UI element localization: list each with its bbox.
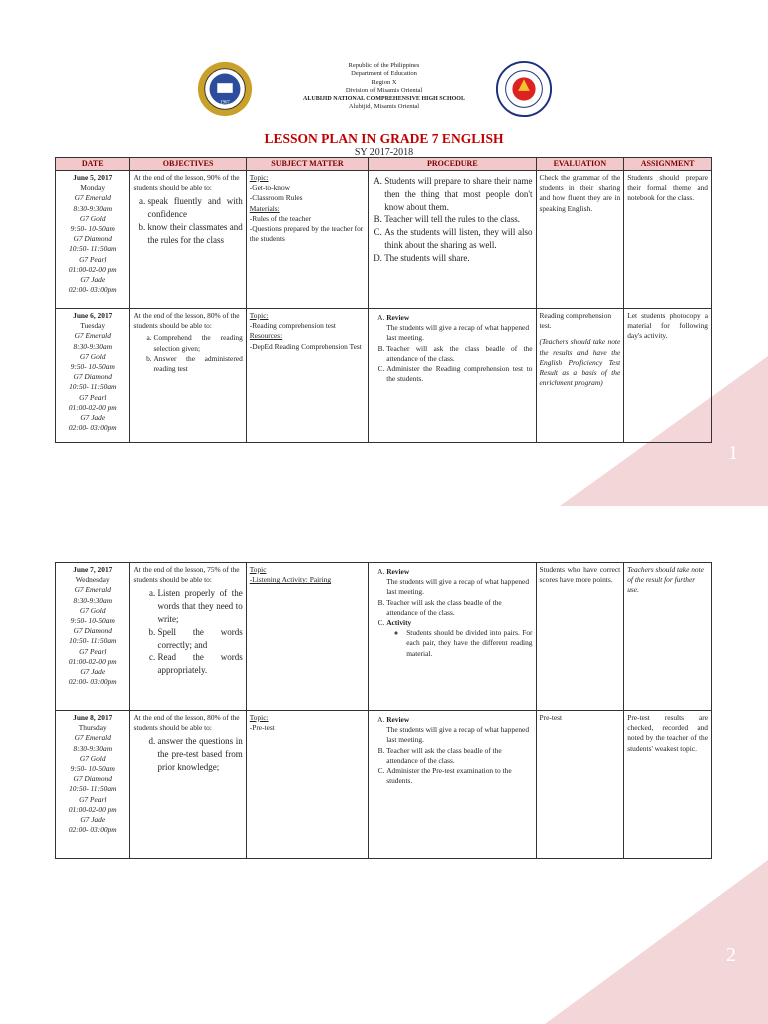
table-header-row [56, 158, 712, 171]
section-name: G7 Gold [79, 213, 106, 223]
section-time: 10:50- 11:50am [69, 784, 117, 794]
header-line: Republic of the Philippines [348, 62, 420, 69]
procedure-step: B. Teacher will ask the class beadle of the attendance of the class. [386, 344, 532, 364]
objective-intro: At the end of the lesson, 80% of the students should be able to: [133, 713, 240, 733]
procedure-cell [369, 711, 536, 859]
lesson-day: Tuesday [80, 321, 106, 331]
section-name: G7 Emerald [74, 585, 111, 595]
procedure-step: A. Review The students will give a recap of what happened last meeting. [386, 567, 532, 598]
section-name: G7 Diamond [73, 234, 112, 244]
procedure-cell [369, 563, 536, 711]
procedure-step: C. As the students will listen, they will also think about the sharing as well. [384, 226, 532, 252]
section-time: 01:00-02-00 pm [68, 656, 117, 666]
section-time: 01:00-02-00 pm [68, 264, 117, 274]
section-time: 8:30-9:30am [73, 203, 113, 213]
assignment-cell: Students should prepare their formal theme and notebook for the class. [624, 171, 712, 309]
section-name: G7 Pearl [79, 254, 107, 264]
column-header: SUBJECT MATTER [246, 158, 368, 171]
section-name: G7 Emerald [74, 331, 111, 341]
column-header: PROCEDURE [369, 158, 536, 171]
section-time: 01:00-02-00 pm [68, 804, 117, 814]
section-name: G7 Jade [80, 815, 106, 825]
section-time: 8:30-9:30am [73, 595, 113, 605]
objective-item: a. speak fluently and with confidence [147, 195, 242, 221]
procedure-step: C. Activity ◦ Students should be divided into pairs. For each pair, they have the different reading material. [386, 618, 532, 659]
procedure-step: D. The students will share. [384, 252, 532, 265]
table-row [56, 171, 712, 309]
assignment-cell: Let students photocopy a material for following day's activity. [624, 309, 712, 443]
subject-matter-cell [246, 563, 368, 711]
section-name: G7 Jade [80, 667, 106, 677]
objective-item: c. Read the words appropriately. [157, 651, 242, 677]
section-name: G7 Pearl [79, 794, 107, 804]
assignment-cell: Pre-test results are checked, recorded and noted by the teacher of the students' weakest topic. [624, 711, 712, 859]
section-time: 10:50- 11:50am [69, 382, 117, 392]
subject-matter-cell [246, 309, 368, 443]
section-name: G7 Gold [79, 351, 106, 361]
evaluation-cell: Check the grammar of the students in their sharing and how fluent they are in speaking English. [536, 171, 624, 309]
procedure-step: B. Teacher will ask the class beadle of the attendance of the class. [386, 746, 532, 766]
lesson-date: June 7, 2017 [73, 565, 113, 574]
lesson-day: Thursday [78, 723, 107, 733]
school-year: SY 2017-2018 [354, 147, 414, 158]
header-line: Division of Misamis Oriental [345, 86, 423, 94]
objectives-cell [130, 171, 246, 309]
table-row [56, 711, 712, 859]
section-name: G7 Diamond [73, 372, 112, 382]
procedure-step: A. Students will prepare to share their name then the thing that most people don't know about them. [384, 175, 532, 213]
lesson-plan-table [55, 157, 712, 443]
school-location: Alubijid, Misamis Oriental [348, 103, 420, 111]
section-name: G7 Emerald [74, 193, 111, 203]
procedure-step: A. Review The students will give a recap of what happened last meeting. [386, 715, 532, 746]
procedure-step: C. Administer the Pre-test examination to the students. [386, 766, 532, 786]
objectives-cell [130, 711, 246, 859]
objectives-cell [130, 563, 246, 711]
page-corner-decoration [545, 860, 768, 1024]
section-time: 02:00- 03:00pm [68, 423, 117, 433]
section-time: 9:50- 10-50am [70, 362, 115, 372]
subject-matter-cell [246, 171, 368, 309]
lesson-date: June 5, 2017 [73, 173, 113, 182]
objective-item: d. answer the questions in the pre-test based from prior knowledge; [157, 735, 242, 773]
section-name: G7 Gold [79, 753, 106, 763]
topic-item: -Pre-test [249, 723, 275, 733]
topic-label: Topic: [249, 173, 269, 182]
page-title: LESSON PLAN IN GRADE 7 ENGLISH [264, 131, 504, 146]
column-header: DATE [56, 158, 130, 171]
evaluation-note: (Teachers should take note the results and have the English Proficiency Test Result as a basis of the enrichment program) [539, 337, 621, 388]
column-header: ASSIGNMENT [624, 158, 712, 171]
section-time: 02:00- 03:00pm [68, 285, 117, 295]
activity-bullet: ◦ Students should be divided into pairs. For each pair, they have the different reading material. [406, 628, 532, 659]
materials-label: Materials: [249, 203, 280, 213]
section-name: G7 Diamond [73, 626, 112, 636]
date-cell [56, 309, 130, 443]
topic-label: Topic: [249, 713, 269, 722]
topic-item: -Classroom Rules [249, 193, 303, 203]
document-header [0, 62, 768, 112]
page-number: 1 [728, 442, 738, 464]
lesson-day: Wednesday [75, 575, 110, 585]
date-cell [56, 171, 130, 309]
table-row [56, 309, 712, 443]
assignment-cell: Teachers should take note of the result for further use. [624, 563, 712, 711]
topic-item: -Get-to-know [249, 183, 290, 193]
section-time: 9:50- 10-50am [70, 764, 115, 774]
evaluation-cell [536, 309, 624, 443]
column-header: EVALUATION [536, 158, 624, 171]
lesson-date: June 8, 2017 [73, 713, 113, 722]
section-time: 10:50- 11:50am [69, 636, 117, 646]
procedure-step: A. Review The students will give a recap of what happened last meeting. [386, 313, 532, 344]
table-row [56, 563, 712, 711]
objective-item: a. Listen properly of the words that they need to write; [157, 587, 242, 625]
section-time: 8:30-9:30am [73, 743, 113, 753]
lesson-date: June 6, 2017 [73, 311, 113, 320]
page-number: 2 [726, 944, 736, 966]
school-name: ALUBIJID NATIONAL COMPREHENSIVE HIGH SCHOOL [303, 96, 465, 103]
topic-label: Topic [249, 565, 267, 574]
evaluation-cell: Pre-test [536, 711, 624, 859]
date-cell [56, 563, 130, 711]
header-line: Department of Education [351, 70, 417, 78]
resource-item: -DepEd Reading Comprehension Test [249, 341, 362, 351]
section-name: G7 Jade [80, 413, 106, 423]
lesson-plan-table [55, 562, 712, 859]
objectives-cell [130, 309, 246, 443]
objective-intro: At the end of the lesson, 75% of the students should be able to: [133, 565, 240, 585]
section-name: G7 Pearl [79, 392, 107, 402]
section-time: 8:30-9:30am [73, 341, 113, 351]
section-time: 02:00- 03:00pm [68, 825, 117, 835]
evaluation-text: Reading comprehension test. [539, 311, 612, 331]
objective-item: b. Answer the administered reading test [153, 354, 242, 374]
section-time: 02:00- 03:00pm [68, 677, 117, 687]
column-header: OBJECTIVES [130, 158, 246, 171]
section-name: G7 Pearl [79, 646, 107, 656]
section-time: 9:50- 10-50am [70, 616, 115, 626]
topic-item: -Reading comprehension test [249, 321, 336, 331]
topic-label: Topic: [249, 311, 269, 320]
objective-item: b. Spell the words correctly; and [157, 626, 242, 652]
subject-matter-cell [246, 711, 368, 859]
objective-intro: At the end of the lesson, 80% of the students should be able to: [133, 311, 240, 331]
objective-item: b. know their classmates and the rules for the class [147, 221, 242, 247]
date-cell [56, 711, 130, 859]
section-time: 10:50- 11:50am [69, 244, 117, 254]
procedure-step: B. Teacher will tell the rules to the class. [384, 213, 532, 226]
objective-intro: At the end of the lesson, 90% of the students should be able to: [133, 173, 240, 193]
objective-item: a. Comprehend the reading selection given; [153, 333, 242, 353]
evaluation-cell: Students who have correct scores have more points. [536, 563, 624, 711]
material-item: -Questions prepared by the teacher for the students [249, 224, 364, 244]
header-line: Region X [371, 78, 397, 86]
section-name: G7 Diamond [73, 774, 112, 784]
section-time: 01:00-02-00 pm [68, 402, 117, 412]
procedure-step: B. Teacher will ask the class beadle of the attendance of the class. [386, 598, 532, 618]
lesson-day: Monday [80, 183, 106, 193]
procedure-cell [369, 309, 536, 443]
material-item: -Rules of the teacher [249, 213, 312, 223]
topic-item: -Listening Activity: Pairing [249, 575, 332, 585]
procedure-cell [369, 171, 536, 309]
seal-year: 1967 [220, 100, 230, 106]
procedure-step: C. Administer the Reading comprehension test to the students. [386, 364, 532, 384]
section-time: 9:50- 10-50am [70, 224, 115, 234]
section-name: G7 Emerald [74, 733, 111, 743]
section-name: G7 Jade [80, 275, 106, 285]
resources-label: Resources: [249, 331, 283, 341]
section-name: G7 Gold [79, 605, 106, 615]
